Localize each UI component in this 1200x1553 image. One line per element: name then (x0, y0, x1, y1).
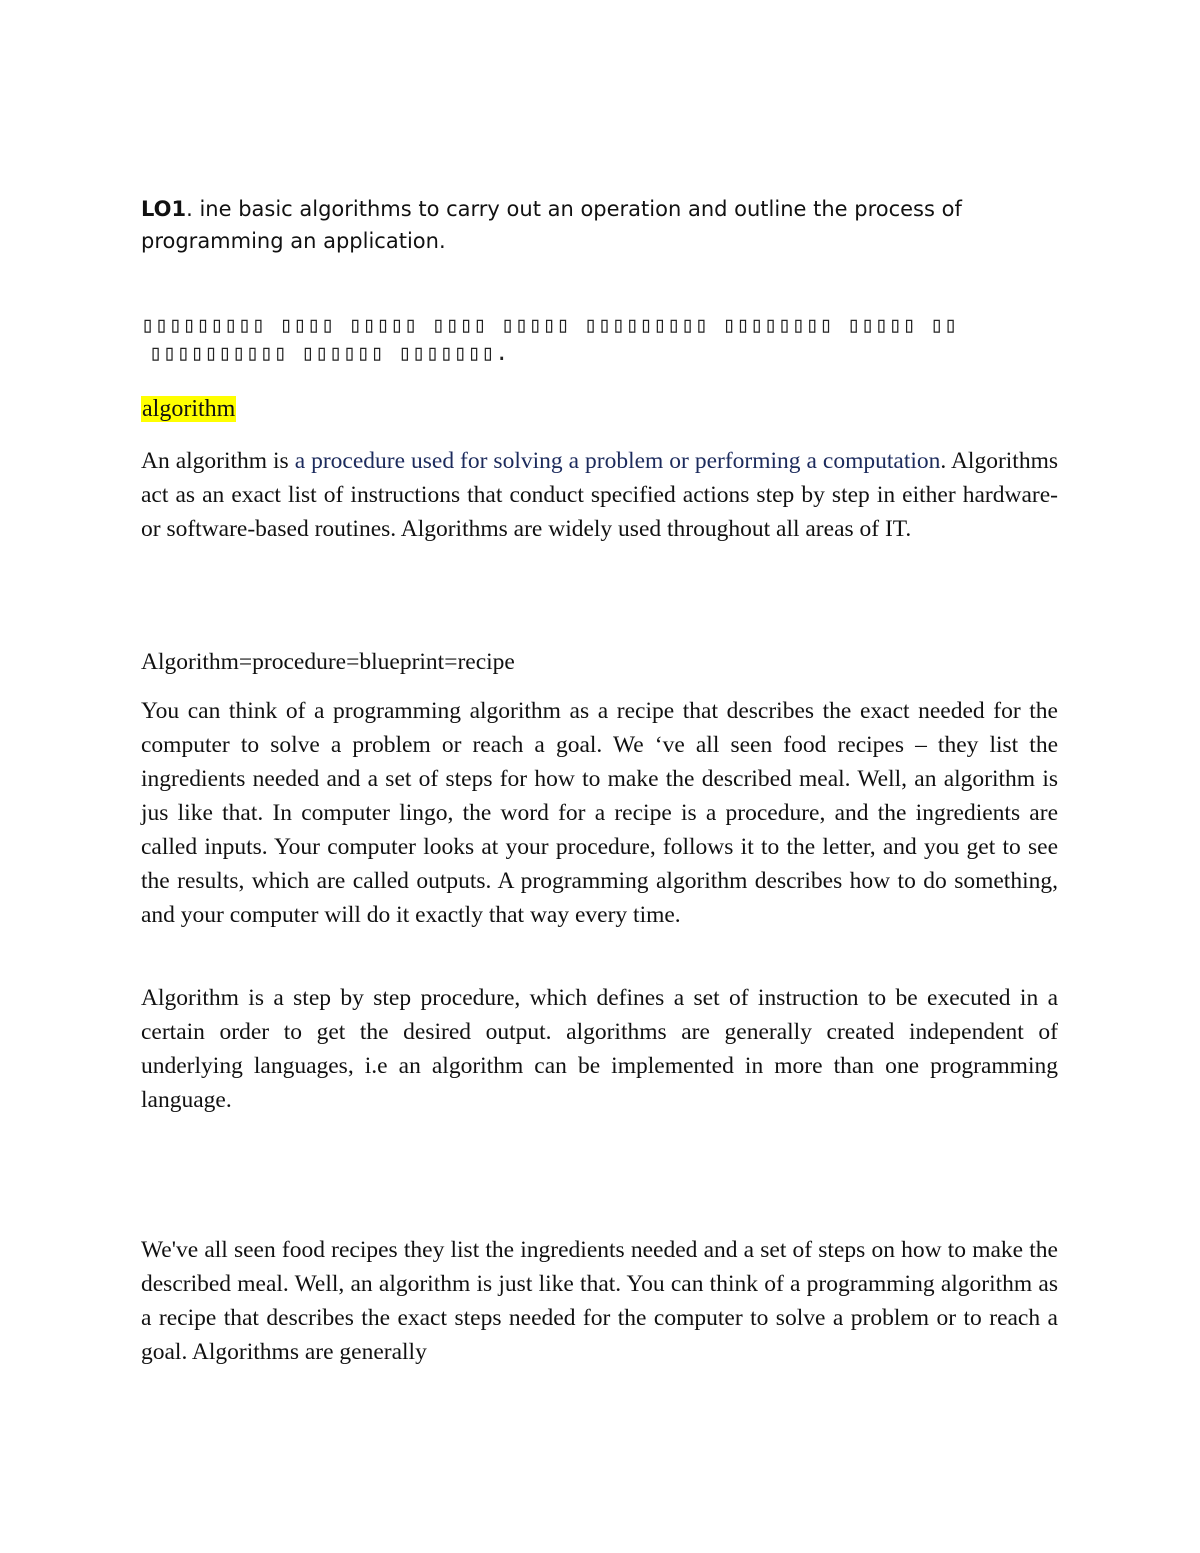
food-recipes-paragraph: We've all seen food recipes they list the ingredients needed and a set of steps on how to make the described meal. Well, an algorithm is just like that. You can think of a programming algorithm as a recipe that describes the exact steps needed for the computer to solve a problem or to reach a goal. Algorithms are generally (141, 1237, 1058, 1365)
keyword-text: algorithm (142, 396, 236, 422)
definition-emphasis: a procedure used for solving a problem or performing a computation (288, 448, 941, 474)
highlighted-keyword (141, 393, 1058, 425)
equation-line: Algorithm=procedure=blueprint=recipe (141, 649, 515, 675)
definition-rest: . Algorithms act as an exact list of instructions that conduct specified actions step by step in either hardware- or software-based routines. Algorithms are widely used throughout all areas of IT. (141, 448, 1058, 542)
definition-lead: An algorithm is (141, 448, 289, 474)
step-procedure-paragraph: Algorithm is a step by step procedure, which defines a set of instruction to be executed in a certain order to get the desired output. algorithms are generally created independent of underlying languages, i.e an algorithm can be implemented in more than one programming language. (141, 985, 1058, 1113)
unrendered-line-2: ▯▯▯▯▯▯▯▯▯▯ ▯▯▯▯▯▯ ▯▯▯▯▯▯▯. (149, 341, 509, 366)
unrendered-text-block (141, 312, 1058, 368)
recipe-paragraph: You can think of a programming algorithm as a recipe that describes the exact needed for the computer to solve a problem or reach a goal. We ‘ve all seen food recipes – they list the ingredients needed and a set of steps for how to make the described meal. Well, an algorithm is jus like that. In computer lingo, the word for a recipe is a procedure, and the ingredients are called inputs. Your computer looks at your procedure, follows it to the letter, and you get to see the results, which are called outputs. A programming algorithm describes how to do something, and your computer will do it exactly that way every time. (141, 698, 1058, 928)
lo-text: . ine basic algorithms to carry out an operation and outline the process of programming an application. (141, 197, 962, 253)
learning-outcome-heading (141, 193, 1058, 257)
definition-paragraph (141, 444, 1058, 546)
unrendered-line-1: ▯▯▯▯▯▯▯▯▯ ▯▯▯▯ ▯▯▯▯▯ ▯▯▯▯ ▯▯▯▯▯ ▯▯▯▯▯▯▯▯▯ ▯▯▯▯▯▯▯▯ ▯▯▯▯▯ ▯▯ (141, 313, 958, 338)
lo-label: LO1 (141, 197, 187, 221)
